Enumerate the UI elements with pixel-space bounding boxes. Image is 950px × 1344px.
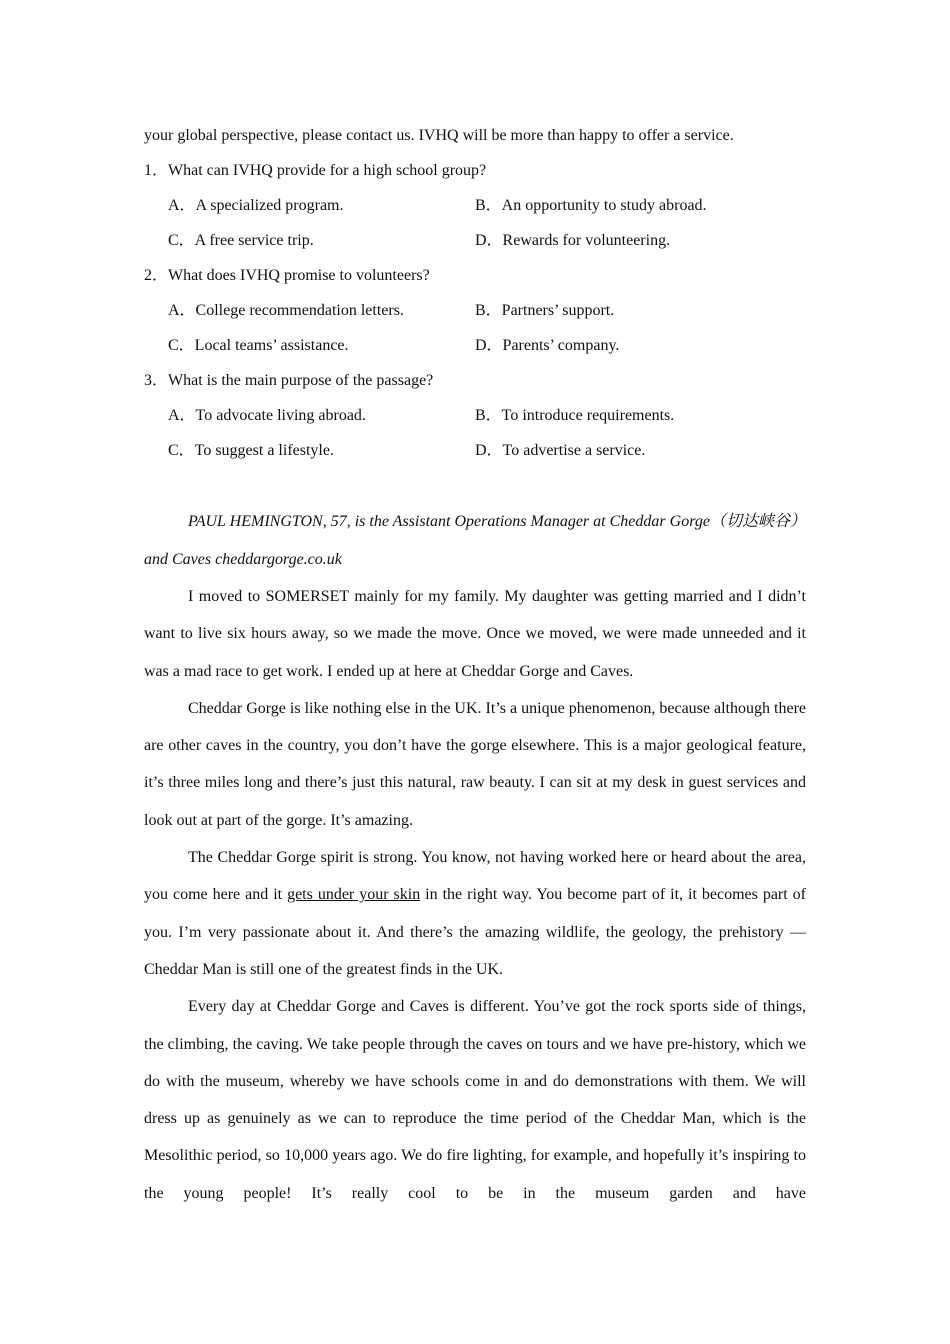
option-a[interactable]: A．College recommendation letters. [168, 302, 404, 319]
option-b[interactable]: B．Partners’ support. [475, 302, 615, 319]
document-page [144, 118, 806, 1212]
options-row [144, 223, 806, 258]
question-number: 2． [144, 267, 169, 284]
option-b[interactable]: B．An opportunity to study abroad. [475, 197, 707, 214]
question-text: What is the main purpose of the passage? [168, 372, 434, 389]
paragraph-1: I moved to SOMERSET mainly for my family. My daughter was getting married and I didn’t want to live six hours away, so we made the move. Once we moved, we were made unneeded and it was a mad race to get work. I ended up at here at Cheddar Gorge and Caves. [144, 588, 806, 680]
options-row [144, 328, 806, 363]
question-text: What can IVHQ provide for a high school group? [168, 162, 487, 179]
option-a[interactable]: A．To advocate living abroad. [168, 407, 366, 424]
paragraph-2: Cheddar Gorge is like nothing else in the UK. It’s a unique phenomenon, because although there are other caves in the country, you don’t have the gorge elsewhere. This is a major geological feature, it’s three miles long and there’s just this natural, raw beauty. I can sit at my desk in guest services and look out at part of the gorge. It’s amazing. [144, 699, 806, 829]
question-number: 3． [144, 372, 169, 389]
question-text: What does IVHQ promise to volunteers? [168, 267, 430, 284]
options-row [144, 188, 806, 223]
options-row [144, 398, 806, 433]
options-row [144, 293, 806, 328]
question-number: 1． [144, 162, 169, 179]
question-2 [144, 258, 806, 293]
option-c[interactable]: C．To suggest a lifestyle. [168, 442, 334, 459]
question-3 [144, 363, 806, 398]
option-d[interactable]: D．To advertise a service. [475, 442, 646, 459]
options-row [144, 433, 806, 468]
option-a[interactable]: A．A specialized program. [168, 197, 344, 214]
passage-intro: PAUL HEMINGTON, 57, is the Assistant Operations Manager at Cheddar Gorge（切达峡谷）and Caves cheddargorge.co.uk [144, 513, 806, 568]
option-c[interactable]: C．A free service trip. [168, 232, 314, 249]
paragraph-3 [144, 839, 806, 988]
option-d[interactable]: D．Rewards for volunteering. [475, 232, 671, 249]
option-c[interactable]: C．Local teams’ assistance. [168, 337, 349, 354]
option-d[interactable]: D．Parents’ company. [475, 337, 620, 354]
underlined-phrase: gets under your skin [287, 886, 421, 904]
paragraph-3-text: The Cheddar Gorge spirit is strong. You know, not having worked here or heard about the area, you come here and it [144, 849, 806, 904]
option-b[interactable]: B．To introduce requirements. [475, 407, 675, 424]
continued-line: your global perspective, please contact us. IVHQ will be more than happy to offer a service. [144, 127, 734, 144]
question-1 [144, 153, 806, 188]
paragraph-4: Every day at Cheddar Gorge and Caves is different. You’ve got the rock sports side of things, the climbing, the caving. We take people through the caves on tours and we have pre-history, which we do with the museum, whereby we have schools come in and do demonstrations with them. We will dress up as genuinely as we can to reproduce the time period of the Cheddar Man, which is the Mesolithic period, so 10,000 years ago. We do fire lighting, for example, and hopefully it’s inspiring to the young people! It’s really cool to be in the museum garden and have [144, 998, 806, 1202]
section-gap [144, 468, 806, 503]
paragraph-3-text-cont: in the right way. You become part of it, it becomes part of you. I’m very passionate about it. And there’s the amazing wildlife, the geology, the prehistory — Cheddar Man is still one of the greatest finds in the UK. [144, 886, 807, 978]
